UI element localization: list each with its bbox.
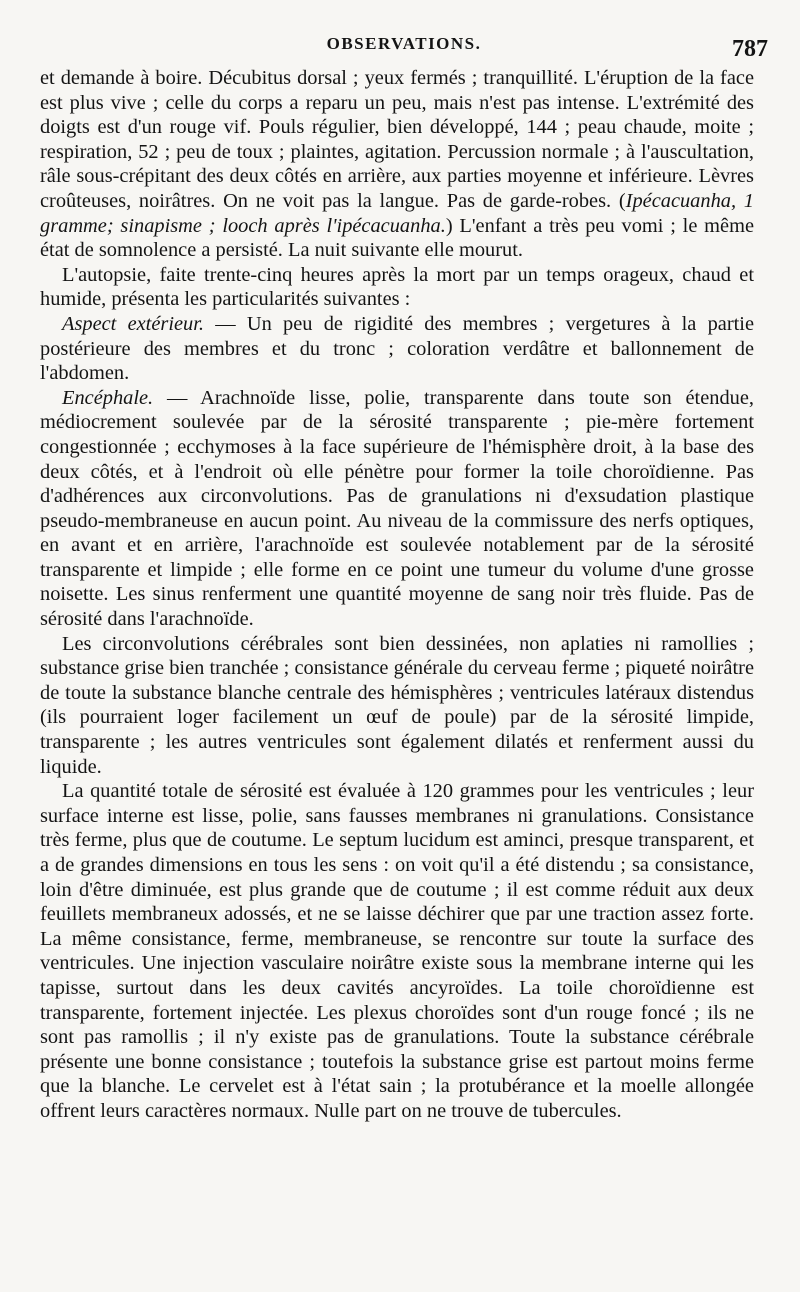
text-run: — Arachnoïde lisse, polie, transparente dans toute son étendue, médiocrement soulevée par de la sérosité transparente ; pie-mère fortement congestionnée ; ecchymoses à la face supérieure de l'hémisphère droit, à la base des deux côtés, et à l'endroit où elle pénètre pour former la toile choroïdienne. Pas d'adhérences aux circonvolutions. Pas de granulations ni d'exsudation plastique pseudo-membraneuse en aucun point. Au niveau de la commissure des nerfs optiques, en avant et en arrière, l'arachnoïde est soulevée notablement par de la sérosité transparente et limpide ; elle forme en ce point une tumeur du volume d'une grosse noisette. Les sinus renferment une quantité moyenne de sang noir très fluide. Pas de sérosité dans l'arachnoïde. bbox=[40, 386, 754, 631]
paragraph bbox=[40, 632, 754, 780]
paragraph bbox=[40, 386, 754, 632]
paragraph bbox=[40, 312, 754, 386]
text-run: ) L'enfant a très peu vomi ; le même état de somnolence a persisté. La nuit suivante elle mourut. bbox=[40, 214, 754, 262]
section-label: Encéphale. bbox=[62, 386, 154, 409]
page-number: 787 bbox=[732, 36, 768, 62]
paragraph bbox=[40, 779, 754, 1123]
text-run: et demande à boire. Décubitus dorsal ; yeux fermés ; tranquillité. L'éruption de la face est plus vive ; celle du corps a reparu un peu, mais n'est pas intense. L'extrémité des doigts est d'un rouge vif. Pouls régulier, bien développé, 144 ; peau chaude, moite ; respiration, 52 ; peu de toux ; plaintes, agitation. Percussion normale ; à l'auscultation, râle sous-crépitant des deux côtés en arrière, aux parties moyenne et inférieure. Lèvres croûteuses, noirâtres. On ne voit pas la langue. Pas de garde-robes. ( bbox=[40, 67, 754, 212]
prescription-italic: Ipécacuanha, 1 gramme; sinapisme ; looch après l'ipécacuanha. bbox=[40, 189, 754, 237]
text-run: — Un peu de rigidité des membres ; vergetures à la partie postérieure des membres et du tronc ; coloration verdâtre et ballonnement de l'abdomen. bbox=[40, 312, 754, 385]
section-label: Aspect extérieur. bbox=[62, 312, 205, 335]
body-text bbox=[40, 66, 754, 1124]
text-run: Les circonvolutions cérébrales sont bien dessinées, non aplaties ni ramollies ; substance grise bien tranchée ; consistance générale du cerveau ferme ; piqueté noirâtre de toute la substance blanche centrale des hémisphères ; ventricules latéraux distendus (ils pourraient loger facilement un œuf de poule) par de la sérosité limpide, transparente ; les autres ventricules sont également dilatés et renferment aussi du liquide. bbox=[40, 632, 754, 778]
text-run: L'autopsie, faite trente-cinq heures après la mort par un temps orageux, chaud et humide, présenta les particularités suivantes : bbox=[40, 263, 754, 311]
paragraph bbox=[40, 66, 754, 263]
running-title: OBSERVATIONS. bbox=[326, 34, 482, 53]
text-run: La quantité totale de sérosité est évaluée à 120 grammes pour les ventricules ; leur surface interne est lisse, polie, sans fausses membranes ni granulations. Consistance très ferme, plus que de coutume. Le septum lucidum est aminci, presque transparent, et a de grandes dimensions en tous les sens : on voit qu'il a été distendu ; sa consistance, loin d'être diminuée, est plus grande que de coutume ; il est comme réduit aux deux feuillets membraneux adossés, et ne se laisse déchirer que par une traction assez forte. La même consistance, ferme, membraneuse, se rencontre sur toute la surface des ventricules. Une injection vasculaire noirâtre existe sous la membrane interne qui les tapisse, surtout dans les deux cavités ancyroïdes. La toile choroïdienne est transparente, fortement injectée. Les plexus choroïdes sont d'un rouge foncé ; ils ne sont pas ramollis ; il n'y existe pas de granulations. Toute la substance cérébrale présente une bonne consistance ; toutefois la substance grise est partout moins ferme que la blanche. Le cervelet est à l'état sain ; la protubérance et la moelle allongée offrent leurs caractères normaux. Nulle part on ne trouve de tubercules. bbox=[40, 780, 754, 1122]
running-header bbox=[40, 34, 768, 60]
paragraph bbox=[40, 263, 754, 312]
